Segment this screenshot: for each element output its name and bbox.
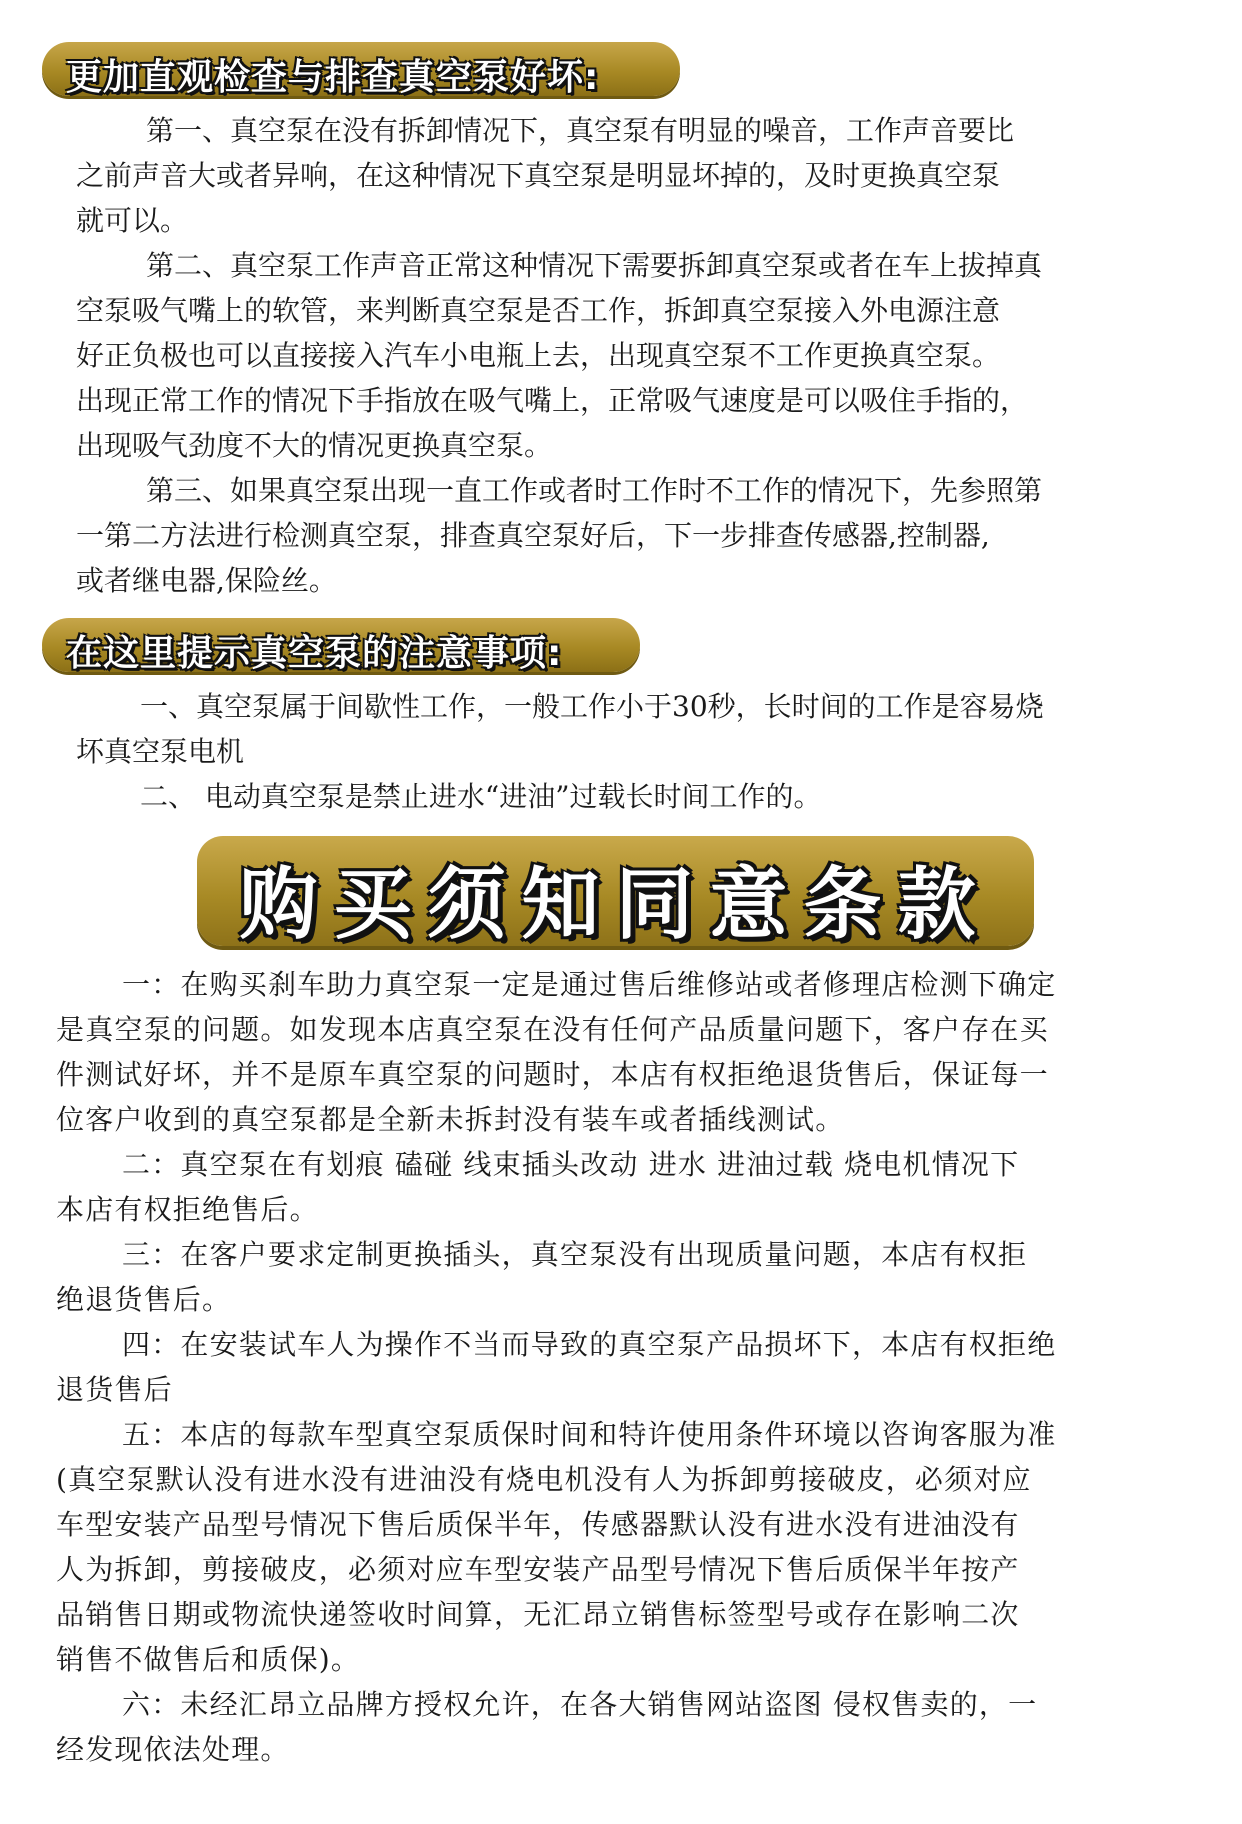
text-line: 就可以。 xyxy=(76,204,189,237)
text-line: 四：在安装试车人为操作不当而导致的真空泵产品损坏下，本店有权拒绝 xyxy=(122,1328,1057,1361)
text-line: 出现吸气劲度不大的情况更换真空泵。 xyxy=(76,429,553,462)
text-line: 位客户收到的真空泵都是全新未拆封没有装车或者插线测试。 xyxy=(56,1103,845,1136)
text-line: 人为拆卸，剪接破皮，必须对应车型安装产品型号情况下售后质保半年按产 xyxy=(56,1553,1020,1586)
text-line: 绝退货售后。 xyxy=(56,1283,232,1316)
section-header-precautions xyxy=(42,618,640,672)
text-line: 车型安装产品型号情况下售后质保半年，传感器默认没有进水没有进油没有 xyxy=(56,1508,1020,1541)
text-line: 之前声音大或者异响，在这种情况下真空泵是明显坏掉的，及时更换真空泵 xyxy=(76,159,1001,192)
terms-text xyxy=(56,962,1056,1772)
precautions-text xyxy=(76,684,1044,819)
text-line: 二、 电动真空泵是禁止进水“进油”过载长时间工作的。 xyxy=(140,780,822,813)
banner-title: 购买须知同意条款 xyxy=(239,860,992,950)
text-line: (真空泵默认没有进水没有进油没有烧电机没有人为拆卸剪接破皮，必须对应 xyxy=(56,1463,1032,1496)
text-line: 六：未经汇昂立品牌方授权允许，在各大销售网站盗图 侵权售卖的，一 xyxy=(122,1688,1038,1721)
text-line: 第二、真空泵工作声音正常这种情况下需要拆卸真空泵或者在车上拔掉真 xyxy=(146,249,1043,282)
text-line: 一：在购买刹车助力真空泵一定是通过售后维修站或者修理店检测下确定 xyxy=(122,968,1057,1001)
text-line: 出现正常工作的情况下手指放在吸气嘴上，正常吸气速度是可以吸住手指的， xyxy=(76,384,1029,417)
text-line: 经发现依法处理。 xyxy=(56,1733,290,1766)
text-line: 第三、如果真空泵出现一直工作或者时工作时不工作的情况下，先参照第 xyxy=(146,474,1043,507)
text-line: 空泵吸气嘴上的软管，来判断真空泵是否工作，拆卸真空泵接入外电源注意 xyxy=(76,294,1001,327)
text-line: 好正负极也可以直接接入汽车小电瓶上去，出现真空泵不工作更换真空泵。 xyxy=(76,339,1001,372)
text-line: 本店有权拒绝售后。 xyxy=(56,1193,319,1226)
inspection-text xyxy=(76,108,1042,603)
text-line: 第一、真空泵在没有拆卸情况下，真空泵有明显的噪音，工作声音要比 xyxy=(146,114,1015,147)
section-title: 在这里提示真空泵的注意事项: xyxy=(66,633,563,674)
purchase-terms-banner xyxy=(197,836,1034,950)
text-line: 坏真空泵电机 xyxy=(76,735,245,768)
text-line: 退货售后 xyxy=(56,1373,173,1406)
text-line: 一第二方法进行检测真空泵，排查真空泵好后，下一步排查传感器,控制器, xyxy=(76,519,990,552)
text-line: 二：真空泵在有划痕 磕碰 线束插头改动 进水 进油过载 烧电机情况下 xyxy=(122,1148,1020,1181)
text-line: 品销售日期或物流快递签收时间算，无汇昂立销售标签型号或存在影响二次 xyxy=(56,1598,1020,1631)
section-header-inspection xyxy=(42,42,680,96)
text-line: 是真空泵的问题。如发现本店真空泵在没有任何产品质量问题下，客户存在买 xyxy=(56,1013,1049,1046)
text-line: 件测试好坏，并不是原车真空泵的问题时，本店有权拒绝退货售后，保证每一 xyxy=(56,1058,1049,1091)
text-line: 五：本店的每款车型真空泵质保时间和特许使用条件环境以咨询客服为准 xyxy=(122,1418,1057,1451)
section-title: 更加直观检查与排查真空泵好坏: xyxy=(66,57,600,98)
text-line: 一、真空泵属于间歇性工作，一般工作小于30秒，长时间的工作是容易烧 xyxy=(140,690,1044,723)
text-line: 或者继电器,保险丝。 xyxy=(76,564,337,597)
text-line: 三：在客户要求定制更换插头，真空泵没有出现质量问题，本店有权拒 xyxy=(122,1238,1028,1271)
text-line: 销售不做售后和质保)。 xyxy=(56,1643,361,1676)
